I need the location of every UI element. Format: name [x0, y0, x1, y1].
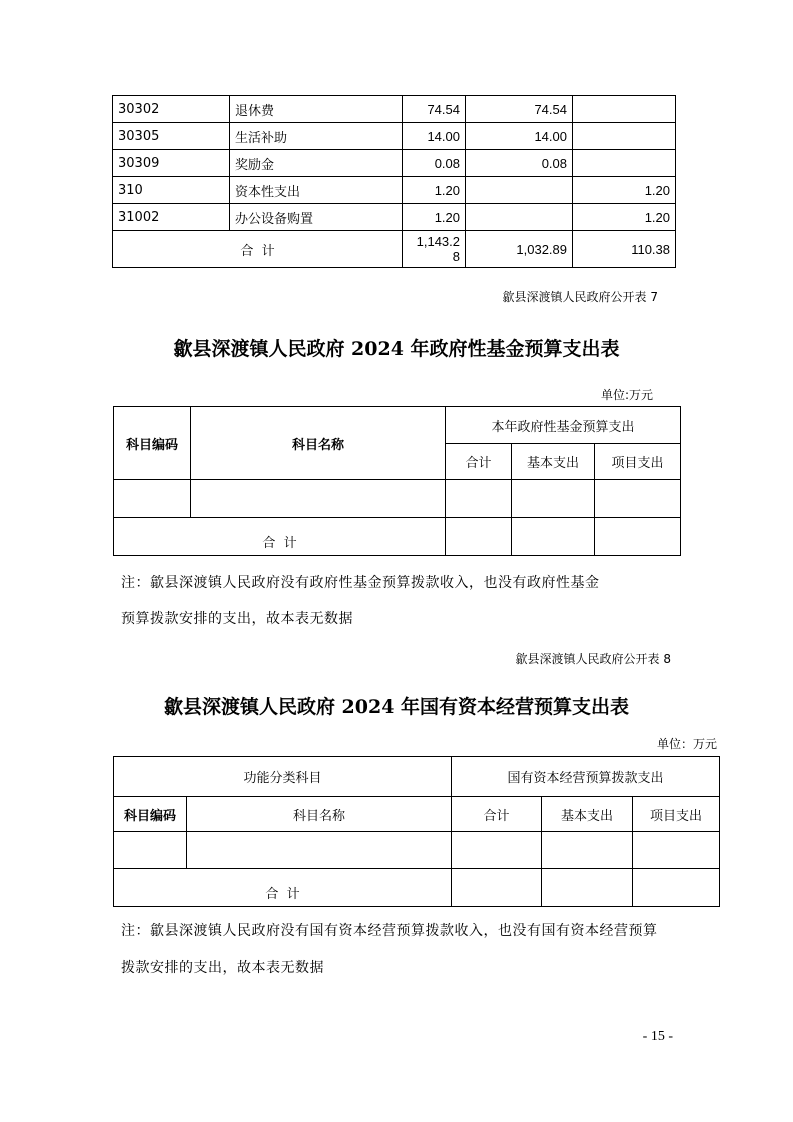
cell-code: 31002: [113, 204, 230, 231]
empty-cell: [542, 869, 633, 907]
cell-project: [573, 123, 676, 150]
page-number: - 15 -: [642, 1029, 673, 1044]
cell-name: 资本性支出: [230, 177, 403, 204]
total-amount-line2: 8: [452, 249, 460, 264]
empty-cell: [595, 518, 681, 556]
table8-note-line1: 注：歙县深渡镇人民政府没有国有资本经营预算拨款收入，也没有国有资本经营预算: [121, 923, 658, 939]
table8-unit: 单位：万元: [656, 737, 717, 751]
table-row: [114, 480, 681, 518]
cell-project: 1.20: [573, 204, 676, 231]
empty-cell: [512, 518, 595, 556]
header-group: 本年政府性基金预算支出: [446, 407, 681, 444]
cell-total: 0.08: [403, 150, 466, 177]
total-amount: [403, 231, 466, 268]
empty-cell: [191, 480, 446, 518]
cell-project: 1.20: [573, 177, 676, 204]
cell-name: 退休费: [230, 96, 403, 123]
cell-basic: [466, 204, 573, 231]
header-basic: 基本支出: [542, 797, 633, 832]
table7-note-line2: 预算拨款安排的支出，故本表无数据: [121, 611, 353, 627]
empty-cell: [633, 869, 720, 907]
table8-note-line2: 拨款安排的支出，故本表无数据: [121, 960, 324, 976]
header-name: 科目名称: [191, 407, 446, 480]
header-project: 项目支出: [633, 797, 720, 832]
header-group-right: 国有资本经营预算拨款支出: [452, 757, 720, 797]
header-name: 科目名称: [187, 797, 452, 832]
total-label: 合 计: [114, 518, 446, 556]
cell-code: 310: [113, 177, 230, 204]
table7-title: 歙县深渡镇人民政府 2024 年政府性基金预算支出表: [173, 338, 620, 360]
empty-cell: [446, 518, 512, 556]
cell-code: 30302: [113, 96, 230, 123]
cell-basic: 14.00: [466, 123, 573, 150]
cell-name: 奖励金: [230, 150, 403, 177]
total-label: 合 计: [113, 231, 403, 268]
table8: [113, 756, 720, 907]
cell-total: 14.00: [403, 123, 466, 150]
table7: [113, 406, 681, 556]
total-label: 合 计: [114, 869, 452, 907]
total-amount-line1: 1,143.2: [416, 234, 460, 249]
table-row: [114, 832, 720, 869]
empty-cell: [114, 832, 187, 869]
header-project: 项目支出: [595, 444, 681, 480]
cell-total: 1.20: [403, 177, 466, 204]
table8-caption: 歙县深渡镇人民政府公开表 8: [515, 652, 671, 666]
cell-project: [573, 96, 676, 123]
table7-caption: 歙县深渡镇人民政府公开表 7: [502, 290, 658, 304]
table-row: [113, 96, 676, 123]
header-total: 合计: [452, 797, 542, 832]
cell-name: 生活补助: [230, 123, 403, 150]
total-row: [114, 518, 681, 556]
cell-basic: 74.54: [466, 96, 573, 123]
empty-cell: [595, 480, 681, 518]
cell-name: 办公设备购置: [230, 204, 403, 231]
total-row: [114, 869, 720, 907]
empty-cell: [512, 480, 595, 518]
table-row: [113, 177, 676, 204]
total-project: 110.38: [573, 231, 676, 268]
header-code: 科目编码: [114, 407, 191, 480]
cell-code: 30305: [113, 123, 230, 150]
empty-cell: [446, 480, 512, 518]
cell-project: [573, 150, 676, 177]
header-code: 科目编码: [114, 797, 187, 832]
empty-cell: [542, 832, 633, 869]
table8-title: 歙县深渡镇人民政府 2024 年国有资本经营预算支出表: [163, 696, 630, 718]
table7-note-line1: 注：歙县深渡镇人民政府没有政府性基金预算拨款收入，也没有政府性基金: [121, 575, 600, 591]
empty-cell: [452, 832, 542, 869]
cell-total: 1.20: [403, 204, 466, 231]
cell-basic: 0.08: [466, 150, 573, 177]
empty-cell: [452, 869, 542, 907]
table-row: [113, 204, 676, 231]
header-total: 合计: [446, 444, 512, 480]
table7-unit: 单位:万元: [600, 388, 653, 402]
header-group-left: 功能分类科目: [114, 757, 452, 797]
total-row: [113, 231, 676, 268]
empty-cell: [114, 480, 191, 518]
cell-total: 74.54: [403, 96, 466, 123]
cell-basic: [466, 177, 573, 204]
cell-code: 30309: [113, 150, 230, 177]
table-row: [113, 150, 676, 177]
header-basic: 基本支出: [512, 444, 595, 480]
empty-cell: [187, 832, 452, 869]
empty-cell: [633, 832, 720, 869]
table6-continuation: [112, 95, 676, 268]
table-row: [113, 123, 676, 150]
total-basic: 1,032.89: [466, 231, 573, 268]
